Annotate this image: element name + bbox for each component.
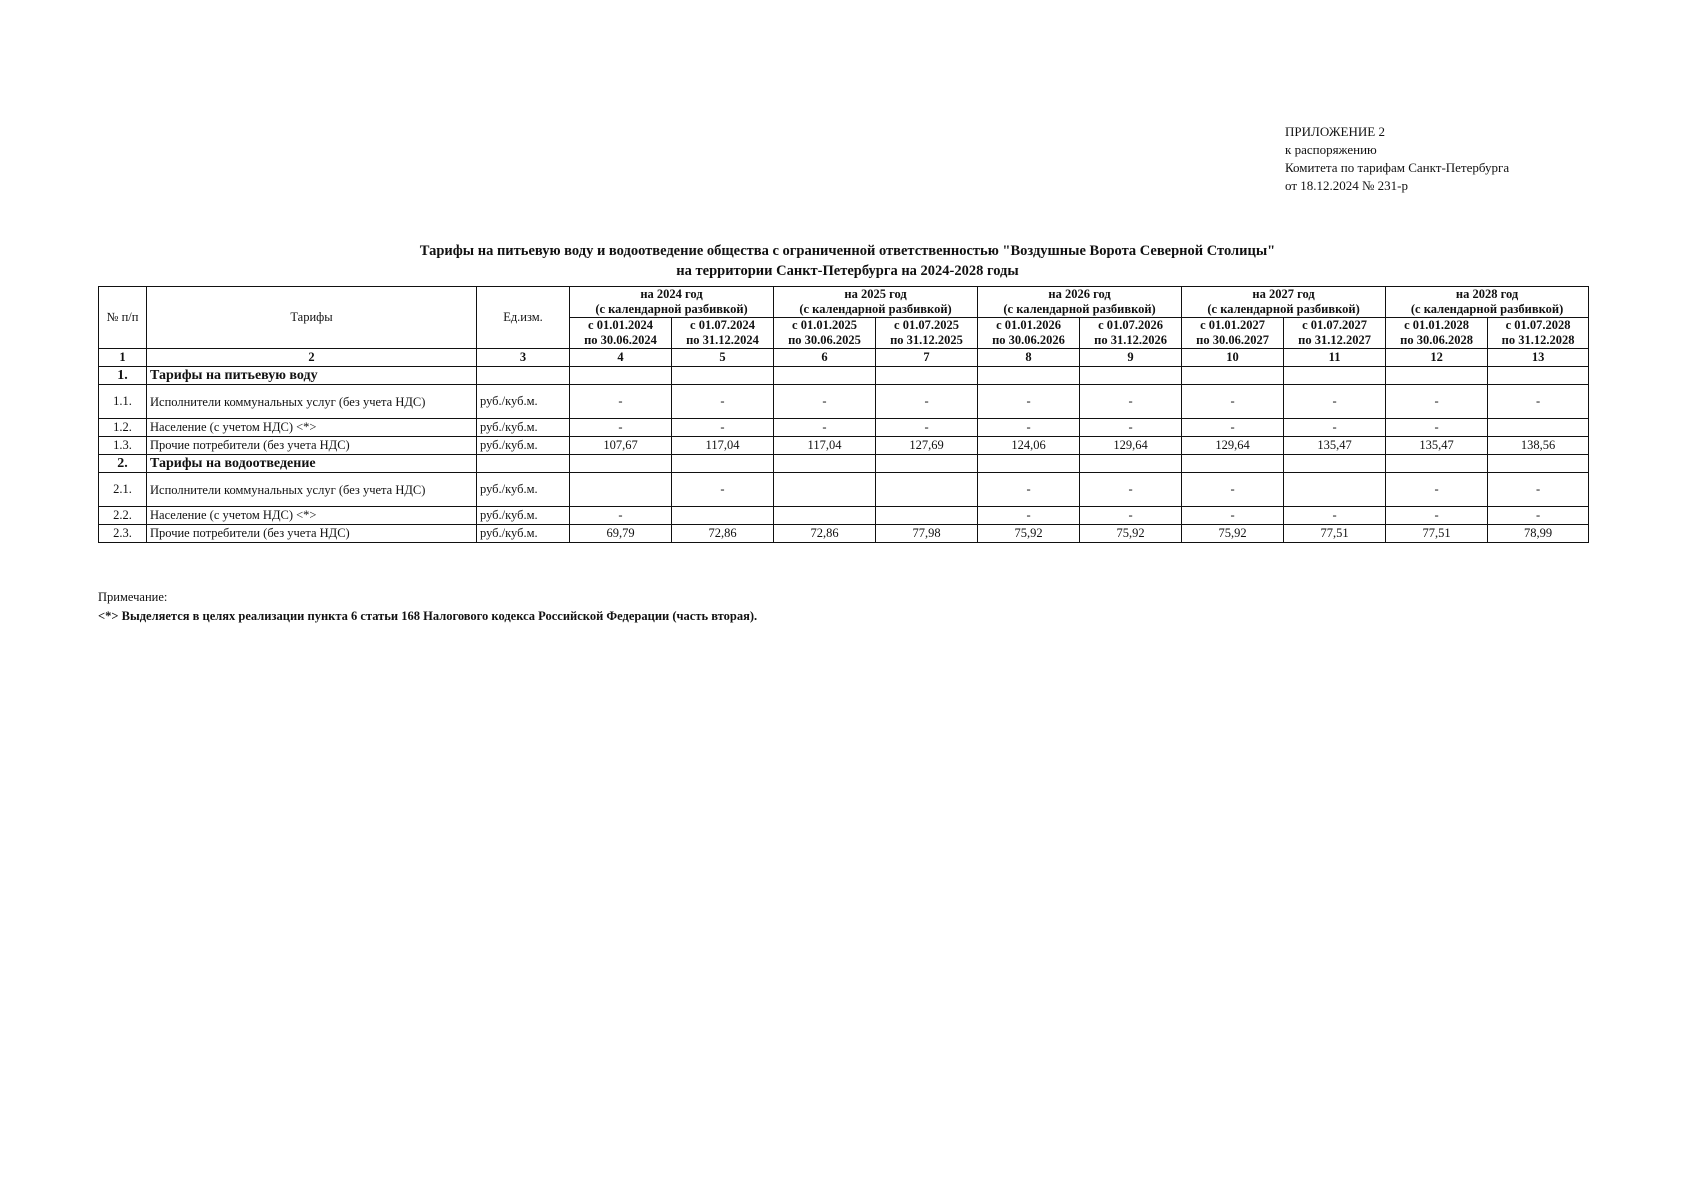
tariff-value: - [1386,473,1488,507]
row-number: 1.3. [99,437,147,455]
appendix-title: ПРИЛОЖЕНИЕ 2 [1285,124,1385,139]
period-from: с 01.07.2024 [690,318,755,332]
tariff-value: 127,69 [876,437,978,455]
header-num: № п/п [99,287,147,349]
tariff-value: - [1284,419,1386,437]
tariff-value: - [1080,385,1182,419]
tariff-value: - [774,385,876,419]
col-number: 9 [1080,349,1182,367]
period-2026-2 [1080,318,1182,349]
row-unit: руб./куб.м. [477,419,570,437]
tariff-value: - [672,419,774,437]
period-to: по 30.06.2024 [584,333,657,347]
table-row [99,419,1589,437]
row-unit: руб./куб.м. [477,385,570,419]
year-label: на 2026 год [1048,287,1111,301]
period-from: с 01.07.2027 [1302,318,1368,332]
tariff-value: - [1284,385,1386,419]
tariff-value: - [672,473,774,507]
year-label: на 2024 год [640,287,703,301]
tariff-value: - [1488,385,1589,419]
appendix-committee: Комитета по тарифам Санкт-Петербурга [1285,160,1510,175]
tariff-value: - [1182,507,1284,525]
appendix-date: от 18.12.2024 № 231-р [1285,178,1408,193]
table-row [99,385,1589,419]
tariff-value: - [1080,473,1182,507]
row-number: 2.2. [99,507,147,525]
period-to: по 30.06.2026 [992,333,1065,347]
row-number: 2.3. [99,525,147,543]
tariff-value: - [570,507,672,525]
title-line-2: на территории Санкт-Петербурга на 2024-2028 годы [676,263,1019,279]
tariff-value: - [1080,507,1182,525]
tariff-value [1284,455,1386,473]
tariff-value: - [978,419,1080,437]
row-unit: руб./куб.м. [477,525,570,543]
col-number: 13 [1488,349,1589,367]
row-unit [477,367,570,385]
period-to: по 31.12.2028 [1501,333,1575,347]
tariff-value: - [570,419,672,437]
tariff-value: - [1182,473,1284,507]
period-2025-1 [774,318,876,349]
period-2028-1 [1386,318,1488,349]
col-number: 7 [876,349,978,367]
title-line-1: Тарифы на питьевую воду и водоотведение общества с ограниченной ответственностью "Воздушные Ворота Северной Столицы" [419,243,1276,259]
row-name: Прочие потребители (без учета НДС) [147,437,477,455]
tariff-value: - [978,507,1080,525]
col-number: 11 [1284,349,1386,367]
appendix-ref: к распоряжению [1285,142,1377,157]
col-number: 1 [99,349,147,367]
header-unit: Ед.изм. [477,287,570,349]
tariff-value: - [672,385,774,419]
year-sub: (с календарной разбивкой) [595,302,748,316]
row-number: 1. [99,367,147,385]
col-number: 10 [1182,349,1284,367]
tariff-value [570,455,672,473]
col-number: 4 [570,349,672,367]
appendix-block [1285,123,1509,195]
period-from: с 01.07.2028 [1505,318,1571,332]
tariff-value: - [1386,385,1488,419]
col-number: 2 [147,349,477,367]
tariff-value: 75,92 [1080,525,1182,543]
period-2026-1 [978,318,1080,349]
notes-label: Примечание: [98,590,168,604]
tariff-value [1182,367,1284,385]
tariff-value [1182,455,1284,473]
row-number: 1.2. [99,419,147,437]
header-year-2025 [774,287,978,318]
tariff-value [1386,455,1488,473]
col-number: 3 [477,349,570,367]
header-name: Тарифы [147,287,477,349]
table-row [99,525,1589,543]
header-year-2024 [570,287,774,318]
tariff-value [774,367,876,385]
period-from: с 01.07.2025 [894,318,959,332]
document-title [90,241,1605,281]
period-from: с 01.01.2028 [1404,318,1470,332]
tariff-value: 124,06 [978,437,1080,455]
period-to: по 30.06.2028 [1400,333,1473,347]
tariff-value [570,473,672,507]
row-number: 2.1. [99,473,147,507]
header-year-2028 [1386,287,1589,318]
row-number: 2. [99,455,147,473]
row-name: Население (с учетом НДС) <*> [147,419,477,437]
tariff-value: 129,64 [1182,437,1284,455]
year-sub: (с календарной разбивкой) [1410,302,1564,316]
period-from: с 01.01.2027 [1200,318,1266,332]
tariff-value [672,367,774,385]
row-unit: руб./куб.м. [477,473,570,507]
tariff-value [876,507,978,525]
tariff-value: 138,56 [1488,437,1589,455]
tariff-value [774,473,876,507]
tariff-value: - [1488,507,1589,525]
tariff-value: 72,86 [774,525,876,543]
tariff-value: - [1386,507,1488,525]
tariff-value: 135,47 [1284,437,1386,455]
tariff-value: - [978,473,1080,507]
notes-text: <*> Выделяется в целях реализации пункта 6 статьи 168 Налогового кодекса Российской Федерации (часть вторая). [98,609,758,623]
period-to: по 30.06.2027 [1196,333,1269,347]
tariff-value [1284,473,1386,507]
tariff-value: 117,04 [672,437,774,455]
col-number: 6 [774,349,876,367]
tariff-value: 77,98 [876,525,978,543]
col-number: 12 [1386,349,1488,367]
table-row [99,507,1589,525]
tariff-value: 107,67 [570,437,672,455]
period-2024-1 [570,318,672,349]
year-sub: (с календарной разбивкой) [1207,302,1360,316]
tariff-table [98,286,1589,543]
period-to: по 31.12.2024 [686,333,759,347]
col-number: 8 [978,349,1080,367]
tariff-table-body [99,287,1589,543]
period-from: с 01.01.2025 [792,318,857,332]
row-name: Тарифы на питьевую воду [147,367,477,385]
year-sub: (с календарной разбивкой) [1003,302,1156,316]
row-name: Исполнители коммунальных услуг (без учета НДС) [147,385,477,419]
table-section-row [99,455,1589,473]
row-name: Население (с учетом НДС) <*> [147,507,477,525]
tariff-value [672,507,774,525]
tariff-value: - [978,385,1080,419]
tariff-value: 129,64 [1080,437,1182,455]
col-number: 5 [672,349,774,367]
header-year-2027 [1182,287,1386,318]
tariff-value: 77,51 [1284,525,1386,543]
notes-block [98,588,757,626]
period-to: по 31.12.2027 [1298,333,1371,347]
tariff-value [1284,367,1386,385]
tariff-value [876,455,978,473]
tariff-value [1080,455,1182,473]
tariff-value: - [1488,473,1589,507]
table-section-row [99,367,1589,385]
tariff-value [978,455,1080,473]
tariff-value: - [1182,419,1284,437]
tariff-value: 69,79 [570,525,672,543]
period-from: с 01.01.2026 [996,318,1061,332]
tariff-value: 117,04 [774,437,876,455]
tariff-value [672,455,774,473]
period-to: по 31.12.2026 [1094,333,1167,347]
year-label: на 2025 год [844,287,907,301]
tariff-value: 135,47 [1386,437,1488,455]
tariff-value: - [570,385,672,419]
table-row [99,473,1589,507]
year-label: на 2027 год [1252,287,1315,301]
tariff-value: - [1386,419,1488,437]
tariff-value: - [774,419,876,437]
row-unit: руб./куб.м. [477,437,570,455]
tariff-value [876,367,978,385]
row-unit [477,455,570,473]
tariff-value: - [876,385,978,419]
tariff-value [1488,419,1589,437]
row-unit: руб./куб.м. [477,507,570,525]
tariff-value [1386,367,1488,385]
period-2028-2 [1488,318,1589,349]
tariff-value [978,367,1080,385]
period-from: с 01.01.2024 [588,318,653,332]
row-name: Тарифы на водоотведение [147,455,477,473]
year-sub: (с календарной разбивкой) [799,302,952,316]
period-2027-2 [1284,318,1386,349]
tariff-value: - [1284,507,1386,525]
tariff-value: 72,86 [672,525,774,543]
tariff-value: - [876,419,978,437]
period-to: по 30.06.2025 [788,333,861,347]
tariff-value: 78,99 [1488,525,1589,543]
column-number-row [99,349,1589,367]
tariff-value [1488,455,1589,473]
period-from: с 01.07.2026 [1098,318,1163,332]
header-row-years [99,287,1589,318]
period-to: по 31.12.2025 [890,333,963,347]
year-label: на 2028 год [1455,287,1519,301]
tariff-value: 75,92 [1182,525,1284,543]
tariff-value: - [1182,385,1284,419]
table-row [99,437,1589,455]
row-name: Прочие потребители (без учета НДС) [147,525,477,543]
tariff-value: 77,51 [1386,525,1488,543]
row-name: Исполнители коммунальных услуг (без учета НДС) [147,473,477,507]
tariff-value [1080,367,1182,385]
tariff-value [876,473,978,507]
header-year-2026 [978,287,1182,318]
period-2025-2 [876,318,978,349]
tariff-value: - [1080,419,1182,437]
row-number: 1.1. [99,385,147,419]
tariff-value [774,507,876,525]
period-2024-2 [672,318,774,349]
tariff-value: 75,92 [978,525,1080,543]
tariff-value [570,367,672,385]
tariff-value [1488,367,1589,385]
period-2027-1 [1182,318,1284,349]
tariff-value [774,455,876,473]
